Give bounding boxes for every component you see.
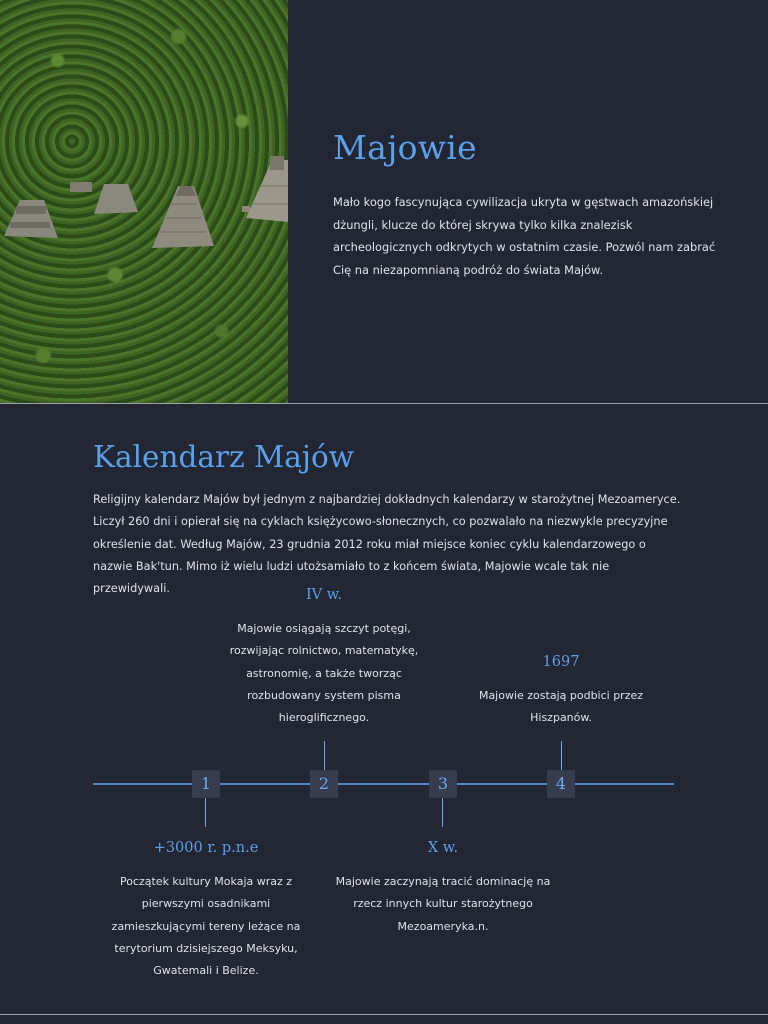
timeline-connector-3 [442, 798, 443, 827]
timeline-event-1-date: +3000 r. p.n.e [153, 840, 259, 856]
timeline-event-2-date: IV w. [305, 587, 343, 603]
calendar-title: Kalendarz Majów [93, 440, 354, 474]
timeline-marker-3: 3 [429, 770, 457, 798]
timeline-connector-2 [324, 741, 325, 770]
ruins-middle [94, 184, 138, 214]
timeline-event-3-text: Majowie zaczynają tracić dominację na rzecz innych kultur starożytnego Mezoameryka.n. [335, 875, 551, 933]
timeline-connector-4 [561, 741, 562, 770]
timeline-event-2-text: Majowie osiągają szczyt potęgi, rozwijając rolnictwo, matematykę, astronomię, a także tworząc rozbudowany system pisma hieroglificznego. [229, 622, 419, 725]
timeline-event-3-date: X w. [427, 840, 459, 856]
timeline-marker-4: 4 [547, 770, 575, 798]
timeline-marker-2: 2 [310, 770, 338, 798]
section-divider [0, 403, 768, 404]
timeline-connector-1 [205, 798, 206, 827]
hero-description: Mało kogo fascynująca cywilizacja ukryta w gęstwach amazońskiej dżungli, klucze do której skrywa tylko kilka znalezisk archeologicznych odkrytych w ostatnim czasie. Pozwól nam zabrać Cię na niezapomnianą podróż do świata Majów. [333, 195, 716, 277]
timeline-line [93, 783, 674, 785]
ruins-left [4, 200, 58, 238]
timeline-marker-1: 1 [192, 770, 220, 798]
pyramids-illustration [0, 0, 288, 404]
footer-divider [0, 1014, 768, 1015]
timeline-event-4-date: 1697 [542, 654, 580, 670]
hero-jungle-image [0, 0, 288, 404]
calendar-description: Religijny kalendarz Majów był jednym z najbardziej dokładnych kalendarzy w starożytnej Mezoameryce. Liczył 260 dni i opierał się na cyklach księżycowo-słonecznych, co pozwalało na niezwykle precyzyjne określenie dat. Według Majów, 23 grudnia 2012 roku miał miejsce koniec cyklu kalendarzowego o nazwie Bak'tun. Mimo iż wielu ludzi utożsamiało to z końcem świata, Majowie wcale tak nie przewidywali. [93, 493, 681, 596]
timeline-event-4-text: Majowie zostają podbici przez Hiszpanów. [478, 689, 644, 725]
timeline-event-1-text: Początek kultury Mokaja wraz z pierwszymi osadnikami zamieszkującymi tereny leżące na terytorium dzisiejszego Meksyku, Gwatemali i Belize. [111, 875, 301, 978]
hero-title: Majowie [333, 128, 477, 167]
